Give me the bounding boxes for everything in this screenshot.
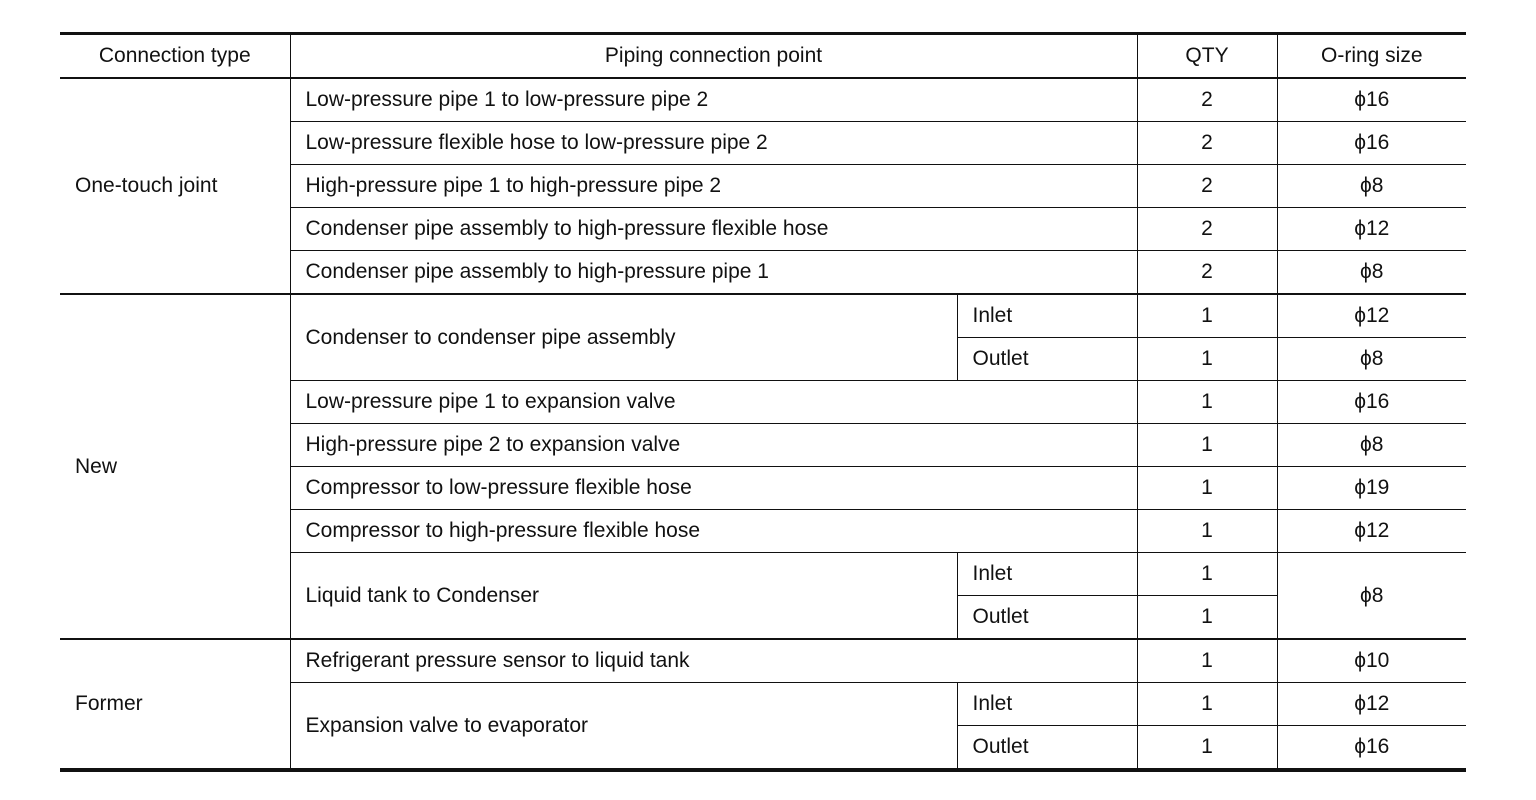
qty: 1	[1137, 726, 1277, 771]
piping-point: Condenser pipe assembly to high-pressure flexible hose	[290, 208, 1137, 251]
outlet-label: Outlet	[957, 338, 1137, 381]
inlet-label: Inlet	[957, 553, 1137, 596]
inlet-label: Inlet	[957, 683, 1137, 726]
piping-point: Refrigerant pressure sensor to liquid tank	[290, 639, 1137, 683]
qty: 1	[1137, 510, 1277, 553]
piping-point: Expansion valve to evaporator	[290, 683, 957, 771]
oring-size: ϕ8	[1277, 424, 1466, 467]
piping-point: Compressor to high-pressure flexible hose	[290, 510, 1137, 553]
qty: 1	[1137, 467, 1277, 510]
qty: 2	[1137, 165, 1277, 208]
piping-point: High-pressure pipe 2 to expansion valve	[290, 424, 1137, 467]
oring-size: ϕ10	[1277, 639, 1466, 683]
piping-point: Liquid tank to Condenser	[290, 553, 957, 640]
piping-point: Compressor to low-pressure flexible hose	[290, 467, 1137, 510]
qty: 2	[1137, 78, 1277, 122]
qty: 1	[1137, 683, 1277, 726]
oring-size: ϕ12	[1277, 294, 1466, 338]
qty: 1	[1137, 424, 1277, 467]
qty: 2	[1137, 208, 1277, 251]
piping-point: High-pressure pipe 1 to high-pressure pipe 2	[290, 165, 1137, 208]
table-row	[60, 639, 1466, 683]
oring-size: ϕ16	[1277, 381, 1466, 424]
header-piping-connection-point: Piping connection point	[290, 34, 1137, 79]
qty: 1	[1137, 338, 1277, 381]
qty: 1	[1137, 553, 1277, 596]
oring-size: ϕ19	[1277, 467, 1466, 510]
connection-type-former: Former	[60, 639, 290, 770]
inlet-label: Inlet	[957, 294, 1137, 338]
oring-size: ϕ12	[1277, 208, 1466, 251]
header-oring-size: O-ring size	[1277, 34, 1466, 79]
piping-point: Low-pressure pipe 1 to expansion valve	[290, 381, 1137, 424]
oring-size: ϕ12	[1277, 510, 1466, 553]
qty: 1	[1137, 639, 1277, 683]
oring-size: ϕ16	[1277, 78, 1466, 122]
qty: 2	[1137, 122, 1277, 165]
outlet-label: Outlet	[957, 726, 1137, 771]
table-row	[60, 78, 1466, 122]
qty: 1	[1137, 294, 1277, 338]
oring-size: ϕ8	[1277, 338, 1466, 381]
oring-spec-table	[60, 32, 1466, 772]
piping-point: Low-pressure flexible hose to low-pressure pipe 2	[290, 122, 1137, 165]
piping-point: Condenser pipe assembly to high-pressure pipe 1	[290, 251, 1137, 295]
oring-size: ϕ8	[1277, 251, 1466, 295]
piping-point: Low-pressure pipe 1 to low-pressure pipe 2	[290, 78, 1137, 122]
piping-point: Condenser to condenser pipe assembly	[290, 294, 957, 381]
oring-size: ϕ8	[1277, 165, 1466, 208]
oring-size: ϕ8	[1277, 553, 1466, 640]
oring-size: ϕ16	[1277, 726, 1466, 771]
header-qty: QTY	[1137, 34, 1277, 79]
table-row	[60, 294, 1466, 338]
header-connection-type: Connection type	[60, 34, 290, 79]
outlet-label: Outlet	[957, 596, 1137, 640]
header-row	[60, 34, 1466, 79]
qty: 1	[1137, 596, 1277, 640]
qty: 2	[1137, 251, 1277, 295]
oring-size: ϕ16	[1277, 122, 1466, 165]
connection-type-one-touch: One-touch joint	[60, 78, 290, 294]
qty: 1	[1137, 381, 1277, 424]
connection-type-new: New	[60, 294, 290, 639]
oring-size: ϕ12	[1277, 683, 1466, 726]
